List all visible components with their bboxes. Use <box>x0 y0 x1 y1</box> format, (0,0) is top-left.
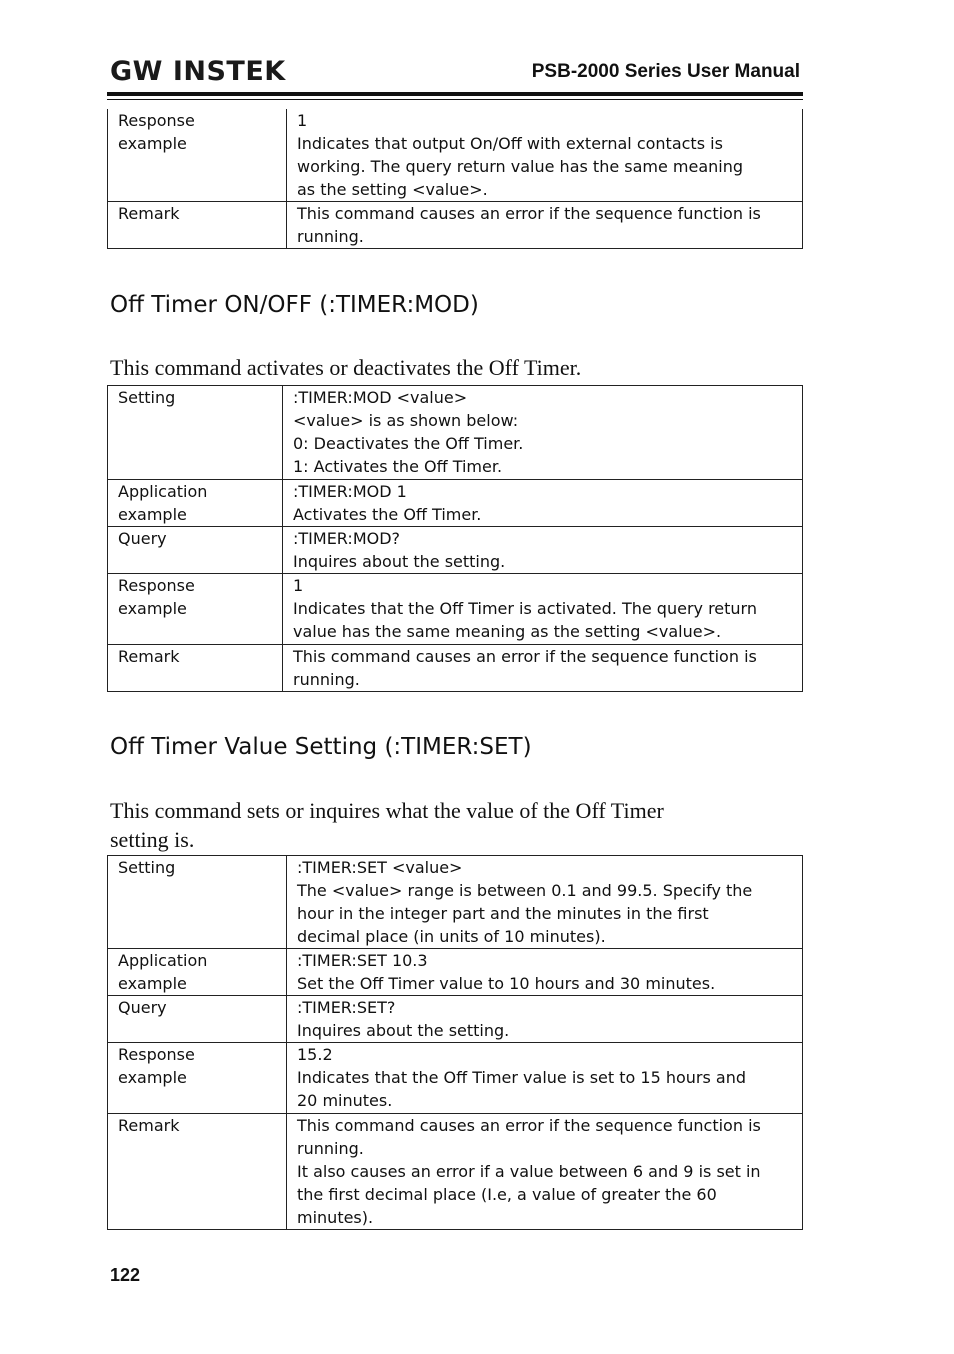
row-value: :TIMER:MOD <value> <value> is as shown below: 0: Deactivates the Off Timer. 1: Activates the Off Timer. <box>283 386 803 480</box>
section-heading-timer-mod: Off Timer ON/OFF (:TIMER:MOD) <box>110 292 479 318</box>
row-label: Setting <box>108 856 287 949</box>
table-row <box>108 1043 803 1114</box>
header-rule-thin <box>107 99 803 100</box>
row-label: Application example <box>108 949 287 996</box>
table-row <box>108 527 803 574</box>
manual-title: PSB-2000 Series User Manual <box>531 61 800 82</box>
table-row <box>108 109 803 202</box>
table-row <box>108 574 803 645</box>
row-value: This command causes an error if the sequence function is running. It also causes an error if a value between 6 and 9 is set in the first decimal place (I.e, a value of greater the 60 minutes). <box>287 1114 803 1230</box>
section-heading-timer-set: Off Timer Value Setting (:TIMER:SET) <box>110 734 532 760</box>
row-label: Response example <box>108 109 287 202</box>
header-rule-thick <box>107 92 803 96</box>
row-value: 1 Indicates that output On/Off with external contacts is working. The query return value has the same meaning as the setting <value>. <box>287 109 803 202</box>
table-row <box>108 480 803 527</box>
row-value: This command causes an error if the sequence function is running. <box>283 645 803 692</box>
page-number: 122 <box>110 1265 141 1285</box>
section-intro-timer-set: This command sets or inquires what the value of the Off Timer setting is. <box>110 798 664 852</box>
table-row <box>108 1114 803 1230</box>
row-value: :TIMER:SET 10.3 Set the Off Timer value to 10 hours and 30 minutes. <box>287 949 803 996</box>
row-value: 1 Indicates that the Off Timer is activated. The query return value has the same meaning as the setting <value>. <box>283 574 803 645</box>
table-row <box>108 996 803 1043</box>
command-table-continued <box>107 109 803 249</box>
brand-logo: GW INSTEK <box>110 56 286 87</box>
row-label: Remark <box>108 202 287 249</box>
row-value: :TIMER:SET <value> The <value> range is between 0.1 and 99.5. Specify the hour in the integer part and the minutes in the first decimal place (in units of 10 minutes). <box>287 856 803 949</box>
table-row <box>108 645 803 692</box>
row-value: This command causes an error if the sequence function is running. <box>287 202 803 249</box>
row-label: Setting <box>108 386 283 480</box>
row-value: :TIMER:MOD? Inquires about the setting. <box>283 527 803 574</box>
section-intro-timer-mod: This command activates or deactivates the Off Timer. <box>110 355 582 380</box>
table-row <box>108 386 803 480</box>
command-table-timer-mod <box>107 385 803 692</box>
row-label: Response example <box>108 1043 287 1114</box>
row-label: Remark <box>108 1114 287 1230</box>
row-label: Query <box>108 996 287 1043</box>
row-value: :TIMER:SET? Inquires about the setting. <box>287 996 803 1043</box>
command-table-timer-set <box>107 855 803 1230</box>
row-value: :TIMER:MOD 1 Activates the Off Timer. <box>283 480 803 527</box>
table-row <box>108 949 803 996</box>
row-label: Remark <box>108 645 283 692</box>
row-value: 15.2 Indicates that the Off Timer value is set to 15 hours and 20 minutes. <box>287 1043 803 1114</box>
table-row <box>108 856 803 949</box>
row-label: Response example <box>108 574 283 645</box>
row-label: Query <box>108 527 283 574</box>
row-label: Application example <box>108 480 283 527</box>
table-row <box>108 202 803 249</box>
